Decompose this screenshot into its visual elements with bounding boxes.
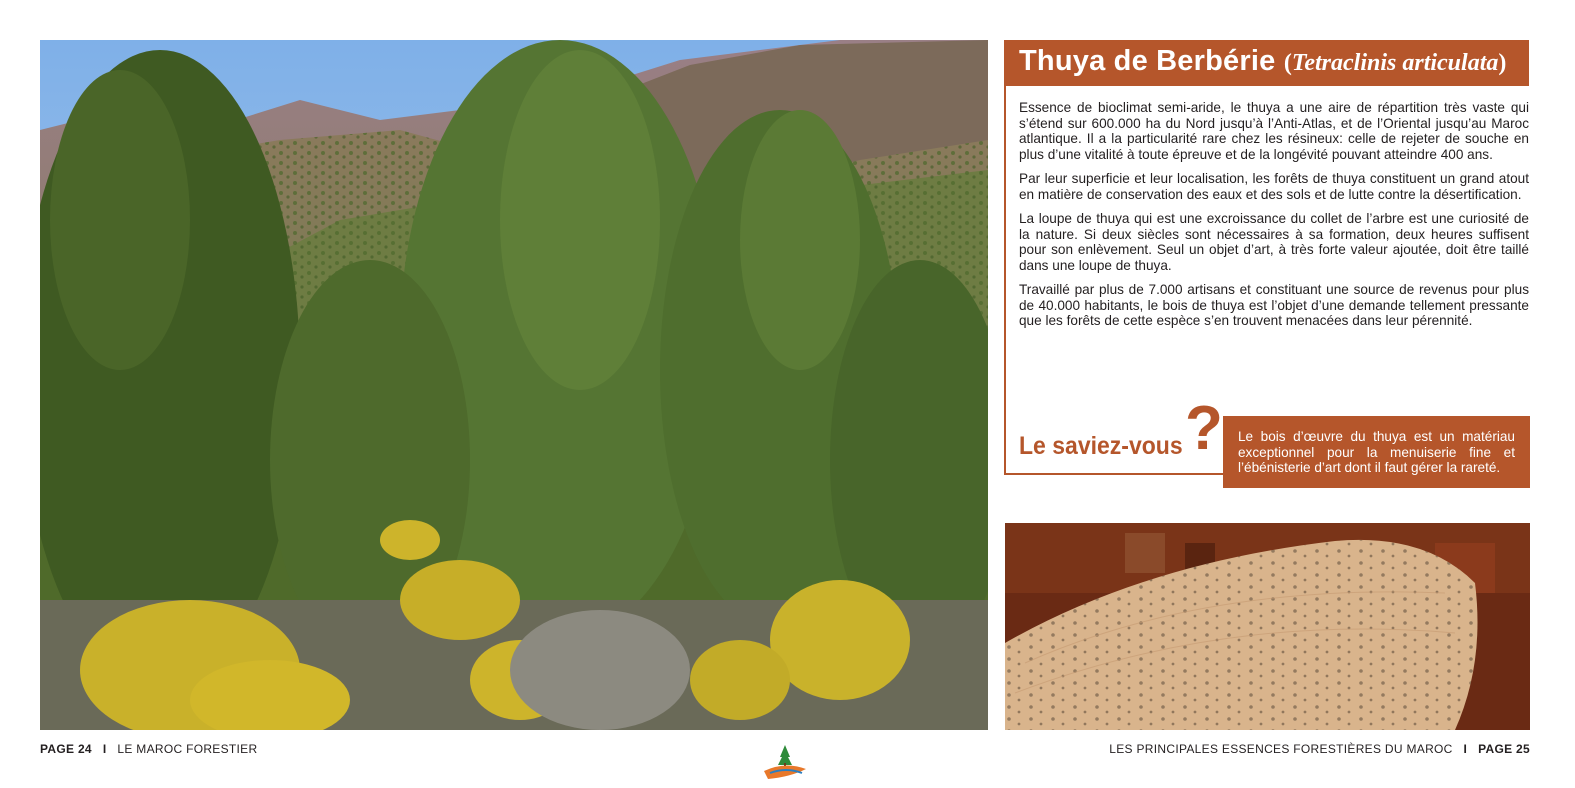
paragraph: Travaillé par plus de 7.000 artisans et constituant une source de revenus pour plus de 40.000 habitants, le bois de thuya est l’objet d’une demande tellement pressante que les forêts de cette espèce s’en trouvent menacées dans leur pérennité. xyxy=(1019,282,1529,328)
body-text xyxy=(1019,100,1529,338)
paragraph: Par leur superficie et leur localisation, les forêts de thuya constituent un grand atout en matière de conservation des eaux et des sols et de lutte contre la désertification. xyxy=(1019,171,1529,202)
paragraph: Essence de bioclimat semi-aride, le thuya a une aire de répartition très vaste qui s’étend sur 600.000 ha du Nord jusqu’à l’Anti-Atlas, et de l’Oriental jusqu’au Maroc atlantique. Il a la particularité rare chez les résineux: celle de rejeter de souche en plus d’une vitalité à toute épreuve et de la longévité pouvant atteindre 400 ans. xyxy=(1019,100,1529,162)
forestry-logo-icon xyxy=(760,743,810,781)
latin-name: (Tetraclinis articulata) xyxy=(1283,50,1507,76)
saviez-vous-box: Le bois d’œuvre du thuya est un matériau exceptionnel pour la menuiserie fine et l’ébénisterie d’art dont il faut gérer la rareté. xyxy=(1223,416,1530,488)
title-banner xyxy=(1004,40,1529,86)
paragraph: La loupe de thuya qui est une excroissance du collet de l’arbre est une curiosité de la nature. Si deux siècles sont nécessaires à sa formation, deux heures suffisent pour son enlèvement. Seul un objet d’art, à très forte valeur ajoutée, doit être taillé dans une loupe de thuya. xyxy=(1019,211,1529,273)
thuya-forest-photo xyxy=(40,40,988,730)
footer-title-left: LE MAROC FORESTIER xyxy=(117,742,258,756)
page-number-left: PAGE 24 xyxy=(40,742,92,756)
saviez-vous-label: Le saviez-vous xyxy=(1019,432,1183,460)
footer-right xyxy=(1109,742,1530,756)
question-mark-icon: ? xyxy=(1185,394,1223,463)
species-title: Thuya de Berbérie xyxy=(1019,45,1276,77)
footer-left xyxy=(40,742,257,756)
footer-separator: I xyxy=(1463,742,1468,756)
footer-title-right: LES PRINCIPALES ESSENCES FORESTIÈRES DU MAROC xyxy=(1109,742,1453,756)
thuya-wood-photo xyxy=(1005,523,1530,730)
page-number-right: PAGE 25 xyxy=(1478,742,1530,756)
footer-separator: I xyxy=(102,742,107,756)
